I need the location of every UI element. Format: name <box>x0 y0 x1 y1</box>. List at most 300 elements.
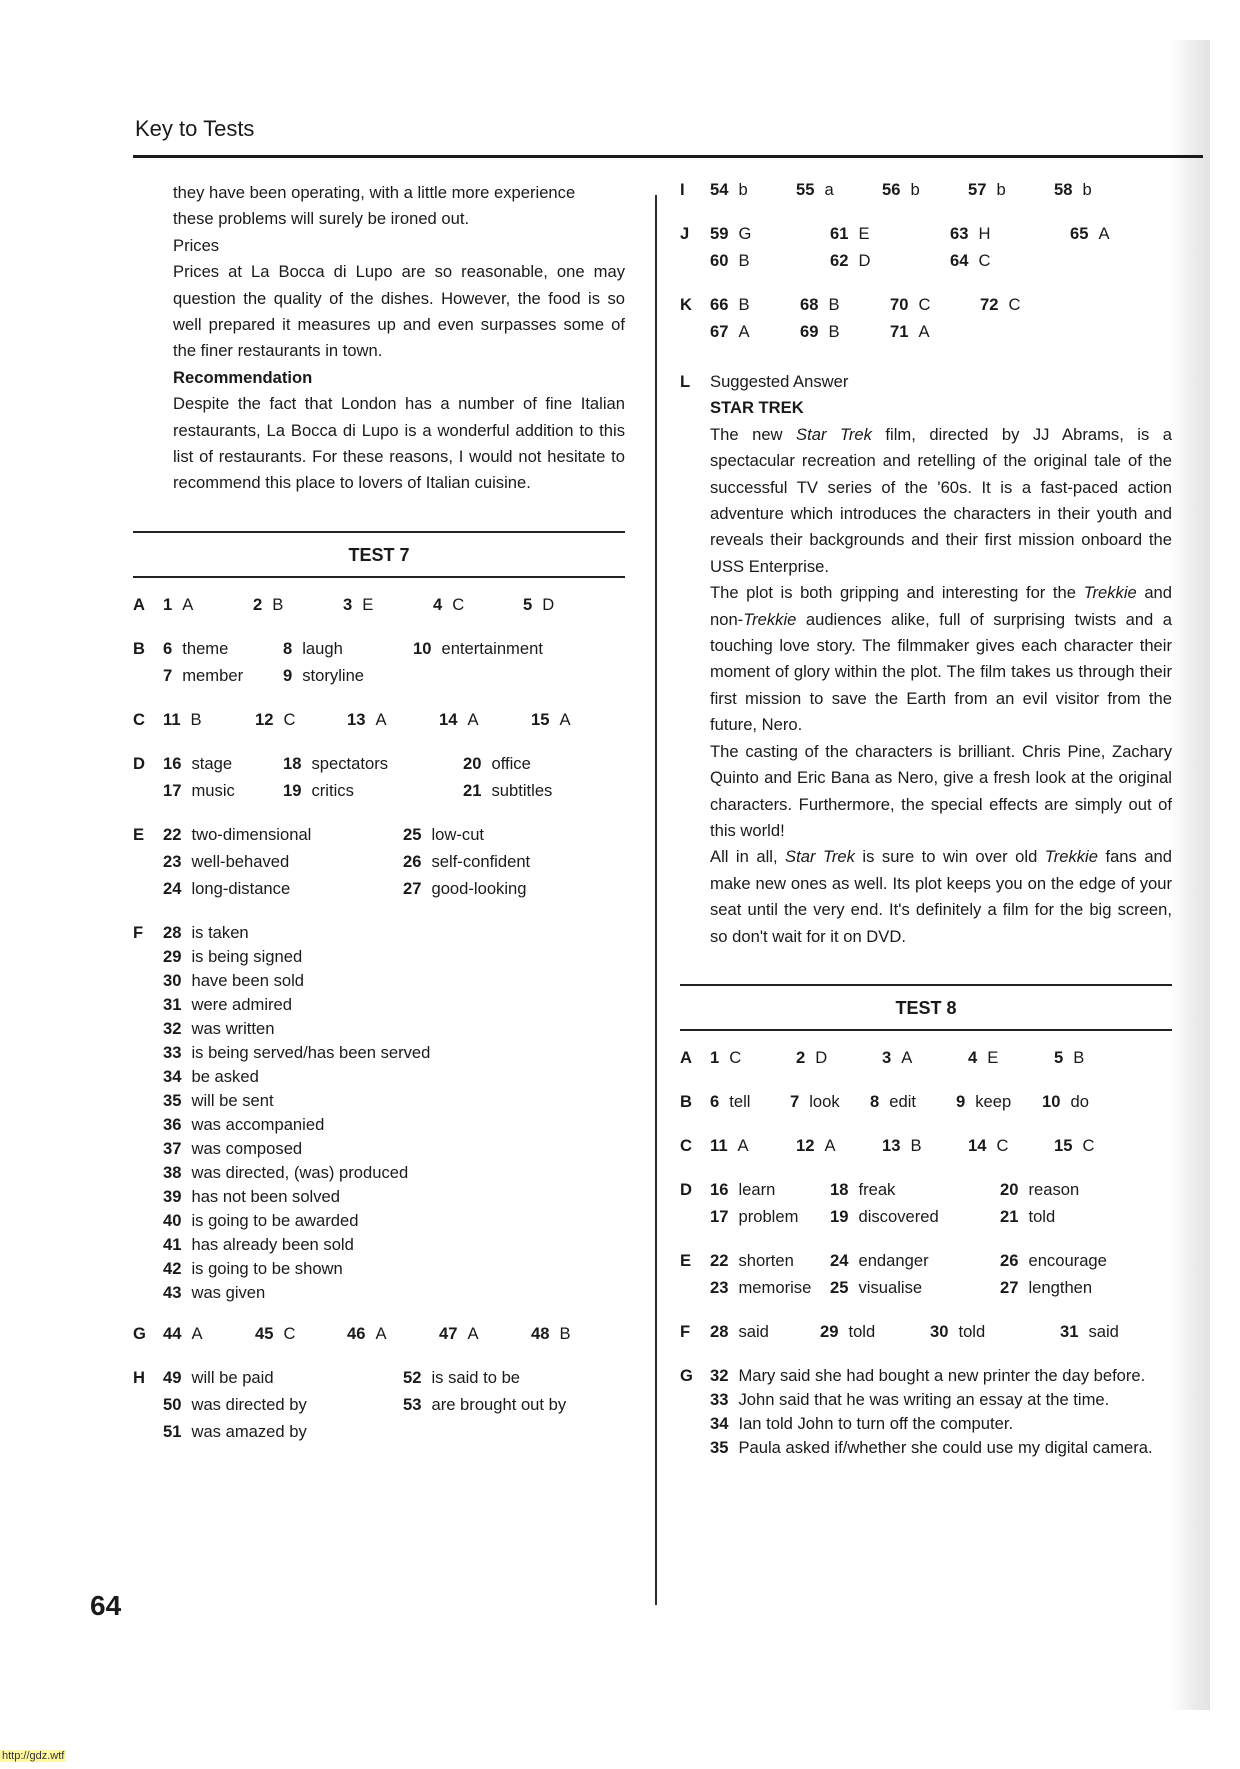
answer-item <box>163 595 253 615</box>
answer-item <box>163 825 403 845</box>
answer-number: 28 <box>710 1321 729 1341</box>
essay-paragraph <box>710 422 1172 580</box>
answer-number: 7 <box>790 1091 800 1111</box>
answer-item <box>403 1368 603 1388</box>
answer-value: be asked <box>191 1066 259 1086</box>
answer-item <box>163 1019 274 1039</box>
answer-number: 29 <box>820 1321 839 1341</box>
answer-value: E <box>987 1047 999 1067</box>
section-D <box>680 1180 1172 1234</box>
answer-item <box>163 995 292 1015</box>
answer-item <box>968 1136 1054 1156</box>
essay-paragraph: The casting of the characters is brilliant. Chris Pine, Zachary Quinto and Eric Bana as Nero, give a fresh look at the original characters. Furthermore, the special effects are simply out of this world! <box>710 741 1172 840</box>
section-C <box>680 1136 1172 1163</box>
essay-text: is sure to win over old <box>854 847 1045 867</box>
answer-number: 10 <box>413 638 432 658</box>
answer-value: is being served/has been served <box>191 1042 431 1062</box>
answer-item <box>163 666 283 686</box>
answer-number: 15 <box>1054 1135 1073 1155</box>
answer-value: B <box>828 322 840 341</box>
section-H <box>133 1368 625 1449</box>
section-letter: E <box>133 824 145 844</box>
answer-item <box>283 666 413 686</box>
answer-item <box>347 710 439 730</box>
answer-number: 18 <box>283 753 302 773</box>
rule <box>133 576 625 578</box>
answer-value: learn <box>738 1179 776 1199</box>
answer-value: is going to be awarded <box>191 1210 359 1230</box>
answer-item <box>710 1048 796 1068</box>
essay-text: The plot is both gripping and interesting for the <box>710 583 1084 603</box>
answer-item <box>163 1139 302 1159</box>
answer-item <box>950 251 1070 271</box>
answer-value: A <box>467 1323 479 1343</box>
answer-number: 8 <box>283 638 293 658</box>
answer-item <box>163 879 403 899</box>
answer-value: C <box>996 1135 1009 1155</box>
answer-item <box>163 754 283 774</box>
test8-answers <box>680 1048 1172 1462</box>
answer-value: subtitles <box>491 780 553 800</box>
answer-item <box>1054 180 1140 200</box>
answer-number: 51 <box>163 1421 182 1441</box>
answer-value: D <box>542 594 555 614</box>
intro-line: they have been operating, with a little more experience <box>173 183 576 202</box>
answer-item <box>403 879 603 899</box>
answer-number: 62 <box>830 251 849 270</box>
section-letter: I <box>680 180 685 199</box>
answer-number: 2 <box>253 594 263 614</box>
left-column <box>133 180 625 1449</box>
answer-item <box>710 1278 830 1298</box>
answer-value: A <box>375 709 387 729</box>
section-letter: H <box>133 1367 145 1387</box>
test7-heading-block <box>133 531 625 578</box>
answer-item <box>796 180 882 200</box>
answer-number: 30 <box>163 970 182 990</box>
answer-value: memorise <box>738 1277 812 1297</box>
answer-number: 17 <box>710 1206 729 1226</box>
answer-number: 25 <box>403 824 422 844</box>
essay-text: Star Trek <box>785 847 855 867</box>
answer-value: B <box>272 594 284 614</box>
essay-text: The new <box>710 424 797 444</box>
answer-number: 12 <box>255 709 274 729</box>
essay-text: fans and make new ones as well. Its plot keeps you on the edge of your seat until the very end. It's definitely a film for the big screen, so don't wait for it on DVD. <box>710 847 1172 946</box>
prices-heading: Prices <box>173 235 220 255</box>
answer-item <box>890 295 980 315</box>
answer-item <box>710 1366 1145 1386</box>
answer-value: will be paid <box>191 1367 274 1387</box>
answer-item <box>950 224 1070 244</box>
answer-item <box>968 1048 1054 1068</box>
answer-item <box>710 224 830 244</box>
answer-value: reason <box>1028 1179 1080 1199</box>
answer-item <box>163 1235 354 1255</box>
section-letter: C <box>680 1135 692 1155</box>
answer-value: was accompanied <box>191 1114 325 1134</box>
answer-value: C <box>729 1047 742 1067</box>
section-letter: B <box>680 1091 692 1111</box>
answer-item <box>710 295 800 315</box>
answer-item <box>968 180 1054 200</box>
answer-value: long-distance <box>191 878 291 898</box>
answer-item <box>163 1259 343 1279</box>
section-letter: G <box>133 1323 146 1343</box>
answer-value: G <box>738 224 752 243</box>
answer-number: 37 <box>163 1138 182 1158</box>
answer-item <box>830 224 950 244</box>
test8-heading-block <box>680 984 1172 1031</box>
answer-item <box>710 1438 1153 1458</box>
answer-item <box>163 1324 255 1344</box>
answer-value: a <box>824 180 834 199</box>
answer-value: C <box>283 709 296 729</box>
answer-number: 35 <box>710 1437 729 1457</box>
answer-number: 25 <box>830 1277 849 1297</box>
answer-number: 10 <box>1042 1091 1061 1111</box>
answer-number: 24 <box>830 1250 849 1270</box>
answer-number: 16 <box>710 1179 729 1199</box>
answer-value: B <box>828 295 840 314</box>
answer-item <box>163 947 302 967</box>
essay-text: Star Trek <box>796 424 872 444</box>
answer-item <box>163 852 403 872</box>
answer-value: A <box>737 1135 749 1155</box>
answer-number: 56 <box>882 180 901 199</box>
answer-number: 5 <box>1054 1047 1064 1067</box>
essay-paragraph <box>710 580 1172 738</box>
test7-title: TEST 7 <box>348 544 410 565</box>
answer-number: 45 <box>255 1323 274 1343</box>
answer-number: 8 <box>870 1091 880 1111</box>
answer-number: 64 <box>950 251 969 270</box>
section-J <box>680 224 1172 278</box>
answer-item <box>163 1043 430 1063</box>
answer-item <box>710 1136 796 1156</box>
section-G <box>680 1366 1172 1462</box>
answer-value: is said to be <box>431 1367 521 1387</box>
answer-value: storyline <box>302 665 365 685</box>
answer-value: have been sold <box>191 970 305 990</box>
test7-right-answers <box>680 180 1172 349</box>
answer-number: 34 <box>163 1066 182 1086</box>
prices-paragraph: Prices at La Bocca di Lupo are so reasonable, one may question the quality of the dishes. However, the food is so well prepared it measures up and even surpasses some of the finer restaurants in town. <box>173 262 625 361</box>
answer-number: 52 <box>403 1367 422 1387</box>
answer-value: A <box>824 1135 836 1155</box>
answer-value: keep <box>975 1091 1012 1111</box>
answer-value: was composed <box>191 1138 303 1158</box>
answer-value: low-cut <box>431 824 485 844</box>
answer-value: entertainment <box>441 638 543 658</box>
section-A <box>680 1048 1172 1075</box>
answer-number: 27 <box>1000 1277 1019 1297</box>
answer-number: 13 <box>347 709 366 729</box>
answer-number: 6 <box>163 638 173 658</box>
answer-value: E <box>858 224 870 243</box>
section-A <box>133 595 625 622</box>
answer-number: 11 <box>710 1135 728 1155</box>
answer-value: Mary said she had bought a new printer the day before. <box>738 1365 1146 1385</box>
answer-value: A <box>191 1323 203 1343</box>
answer-number: 66 <box>710 295 729 314</box>
answer-value: A <box>918 322 930 341</box>
answer-number: 17 <box>163 780 182 800</box>
answer-item <box>403 1395 603 1415</box>
section-letter: J <box>680 224 690 243</box>
answer-value: B <box>559 1323 571 1343</box>
answer-number: 40 <box>163 1210 182 1230</box>
section-D <box>133 754 625 808</box>
answer-value: edit <box>889 1091 916 1111</box>
answer-item <box>882 1136 968 1156</box>
answer-item <box>830 1207 1000 1227</box>
answer-number: 30 <box>930 1321 949 1341</box>
essay-title: STAR TREK <box>710 398 804 418</box>
answer-item <box>790 1092 870 1112</box>
answer-item <box>890 322 980 342</box>
answer-number: 3 <box>343 594 353 614</box>
answer-number: 26 <box>403 851 422 871</box>
answer-value: b <box>1082 180 1092 199</box>
answer-number: 72 <box>980 295 999 314</box>
answer-item <box>439 710 531 730</box>
recommendation-heading: Recommendation <box>173 367 313 387</box>
answer-value: were admired <box>191 994 292 1014</box>
answer-value: freak <box>858 1179 896 1199</box>
answer-item <box>253 595 343 615</box>
answer-number: 11 <box>163 709 181 729</box>
answer-number: 61 <box>830 224 849 243</box>
answer-value: Ian told John to turn off the computer. <box>738 1413 1014 1433</box>
answer-value: E <box>362 594 374 614</box>
answer-number: 35 <box>163 1090 182 1110</box>
section-K <box>680 295 1172 349</box>
answer-item <box>710 1207 830 1227</box>
section-letter: F <box>133 922 144 942</box>
answer-item <box>463 754 623 774</box>
answer-item <box>882 1048 968 1068</box>
answer-value: music <box>191 780 235 800</box>
section-letter: K <box>680 295 692 314</box>
answer-item <box>163 1187 340 1207</box>
answer-number: 1 <box>710 1047 720 1067</box>
answer-value: endanger <box>858 1250 929 1270</box>
answer-item <box>343 595 433 615</box>
answer-number: 19 <box>283 780 302 800</box>
answer-value: b <box>738 180 748 199</box>
answer-item <box>283 781 463 801</box>
answer-value: A <box>1098 224 1110 243</box>
answer-number: 32 <box>163 1018 182 1038</box>
recommendation-paragraph: Despite the fact that London has a number of fine Italian restaurants, La Bocca di Lupo is a wonderful addition to this list of restaurants. For these reasons, I would not hesitate to recommend this place to lovers of Italian cuisine. <box>173 394 625 493</box>
answer-value: told <box>848 1321 876 1341</box>
answer-value: was written <box>191 1018 275 1038</box>
answer-value: will be sent <box>191 1090 274 1110</box>
answer-value: B <box>910 1135 922 1155</box>
section-G <box>133 1324 625 1351</box>
answer-item <box>531 710 623 730</box>
answer-value: was directed, (was) produced <box>191 1162 409 1182</box>
section-F <box>133 923 625 1307</box>
answer-number: 23 <box>710 1277 729 1297</box>
answer-number: 7 <box>163 665 173 685</box>
answer-item <box>710 1322 820 1342</box>
answer-value: is being signed <box>191 946 303 966</box>
answer-item <box>403 825 603 845</box>
test8-title: TEST 8 <box>895 997 957 1018</box>
answer-item <box>1042 1092 1122 1112</box>
answer-item <box>163 1283 265 1303</box>
answer-value: theme <box>182 638 229 658</box>
answer-value: A <box>901 1047 913 1067</box>
answer-value: are brought out by <box>431 1394 567 1414</box>
section-letter: C <box>133 709 145 729</box>
answer-number: 12 <box>796 1135 815 1155</box>
answer-item <box>163 639 283 659</box>
answer-value: encourage <box>1028 1250 1107 1270</box>
essay-text: and non- <box>710 583 1172 629</box>
answer-value: spectators <box>311 753 389 773</box>
answer-item <box>980 295 1060 315</box>
answer-item <box>283 754 463 774</box>
answer-number: 44 <box>163 1323 182 1343</box>
answer-number: 47 <box>439 1323 458 1343</box>
answer-value: good-looking <box>431 878 527 898</box>
intro-text <box>133 180 625 497</box>
section-E <box>133 825 625 906</box>
answer-item <box>930 1322 1060 1342</box>
answer-value: was amazed by <box>191 1421 307 1441</box>
answer-number: 33 <box>710 1389 729 1409</box>
answer-item <box>163 1368 403 1388</box>
section-C <box>133 710 625 737</box>
footer-link[interactable]: http://gdz.wtf <box>2 1750 65 1762</box>
answer-number: 38 <box>163 1162 182 1182</box>
answer-number: 43 <box>163 1282 182 1302</box>
section-L <box>680 369 1172 950</box>
answer-item <box>255 1324 347 1344</box>
answer-value: A <box>559 709 571 729</box>
answer-value: told <box>958 1321 986 1341</box>
answer-item <box>163 781 283 801</box>
answer-value: A <box>375 1323 387 1343</box>
answer-value: look <box>809 1091 840 1111</box>
answer-number: 22 <box>710 1250 729 1270</box>
answer-item <box>800 322 890 342</box>
essay-text: Trekkie <box>1044 847 1098 867</box>
suggested-answer-label: Suggested Answer <box>710 372 849 391</box>
answer-item <box>163 1091 274 1111</box>
answer-value: tell <box>729 1091 751 1111</box>
answer-number: 27 <box>403 878 422 898</box>
answer-value: is taken <box>191 922 249 942</box>
answer-item <box>1000 1278 1160 1298</box>
answer-number: 26 <box>1000 1250 1019 1270</box>
answer-value: lengthen <box>1028 1277 1093 1297</box>
answer-number: 71 <box>890 322 909 341</box>
answer-number: 16 <box>163 753 182 773</box>
answer-item <box>163 1067 259 1087</box>
section-I <box>680 180 1172 207</box>
answer-item <box>347 1324 439 1344</box>
answer-number: 1 <box>163 594 173 614</box>
answer-number: 55 <box>796 180 815 199</box>
answer-value: do <box>1070 1091 1089 1111</box>
answer-number: 15 <box>531 709 550 729</box>
answer-value: C <box>452 594 465 614</box>
answer-number: 58 <box>1054 180 1073 199</box>
answer-value: B <box>738 295 750 314</box>
answer-number: 20 <box>1000 1179 1019 1199</box>
answer-value: B <box>190 709 202 729</box>
answer-number: 29 <box>163 946 182 966</box>
answer-value: problem <box>738 1206 799 1226</box>
running-header: Key to Tests <box>135 116 255 141</box>
answer-item <box>1000 1207 1160 1227</box>
answer-item <box>956 1092 1042 1112</box>
rule <box>680 1029 1172 1031</box>
answer-item <box>710 180 796 200</box>
answer-item <box>710 251 830 271</box>
answer-value: member <box>182 665 244 685</box>
section-letter: L <box>680 372 691 391</box>
section-F <box>680 1322 1172 1349</box>
answer-value: Paula asked if/whether she could use my digital camera. <box>738 1437 1153 1457</box>
answer-value: stage <box>191 753 233 773</box>
answer-value: is going to be shown <box>191 1258 343 1278</box>
answer-value: John said that he was writing an essay at the time. <box>738 1389 1110 1409</box>
answer-number: 14 <box>968 1135 987 1155</box>
answer-number: 68 <box>800 295 819 314</box>
answer-number: 4 <box>433 594 443 614</box>
answer-value: D <box>815 1047 828 1067</box>
column-divider <box>655 195 657 1605</box>
answer-item <box>163 1395 403 1415</box>
answer-number: 23 <box>163 851 182 871</box>
answer-item <box>800 295 890 315</box>
essay-text: Trekkie <box>743 609 797 629</box>
section-letter: B <box>133 638 145 658</box>
section-letter: E <box>680 1250 692 1270</box>
answer-number: 33 <box>163 1042 182 1062</box>
essay-text: film, directed by JJ Abrams, is a spectacular recreation and retelling of the original tale of the successful TV series of the '60s. It is a fast-paced action adventure which introduces the characters in their youth and reveals their backgrounds and their first mission onboard the USS Enterprise. <box>710 424 1173 576</box>
answer-number: 4 <box>968 1047 978 1067</box>
answer-item <box>830 1180 1000 1200</box>
answer-value: was directed by <box>191 1394 307 1414</box>
answer-value: B <box>1073 1047 1085 1067</box>
answer-number: 54 <box>710 180 729 199</box>
answer-number: 22 <box>163 824 182 844</box>
answer-item <box>523 595 613 615</box>
essay-paragraph <box>710 844 1172 950</box>
answer-item <box>796 1048 882 1068</box>
answer-item <box>1054 1136 1140 1156</box>
answer-number: 24 <box>163 878 182 898</box>
answer-number: 63 <box>950 224 969 243</box>
answer-number: 21 <box>463 780 482 800</box>
answer-number: 5 <box>523 594 533 614</box>
answer-number: 14 <box>439 709 458 729</box>
intro-line: these problems will surely be ironed out. <box>173 209 470 229</box>
answer-value: C <box>1008 295 1021 314</box>
answer-item <box>830 251 950 271</box>
section-letter: F <box>680 1321 691 1341</box>
answer-value: laugh <box>302 638 343 658</box>
answer-item <box>531 1324 623 1344</box>
answer-value: C <box>978 251 991 270</box>
answer-value: self-confident <box>431 851 531 871</box>
